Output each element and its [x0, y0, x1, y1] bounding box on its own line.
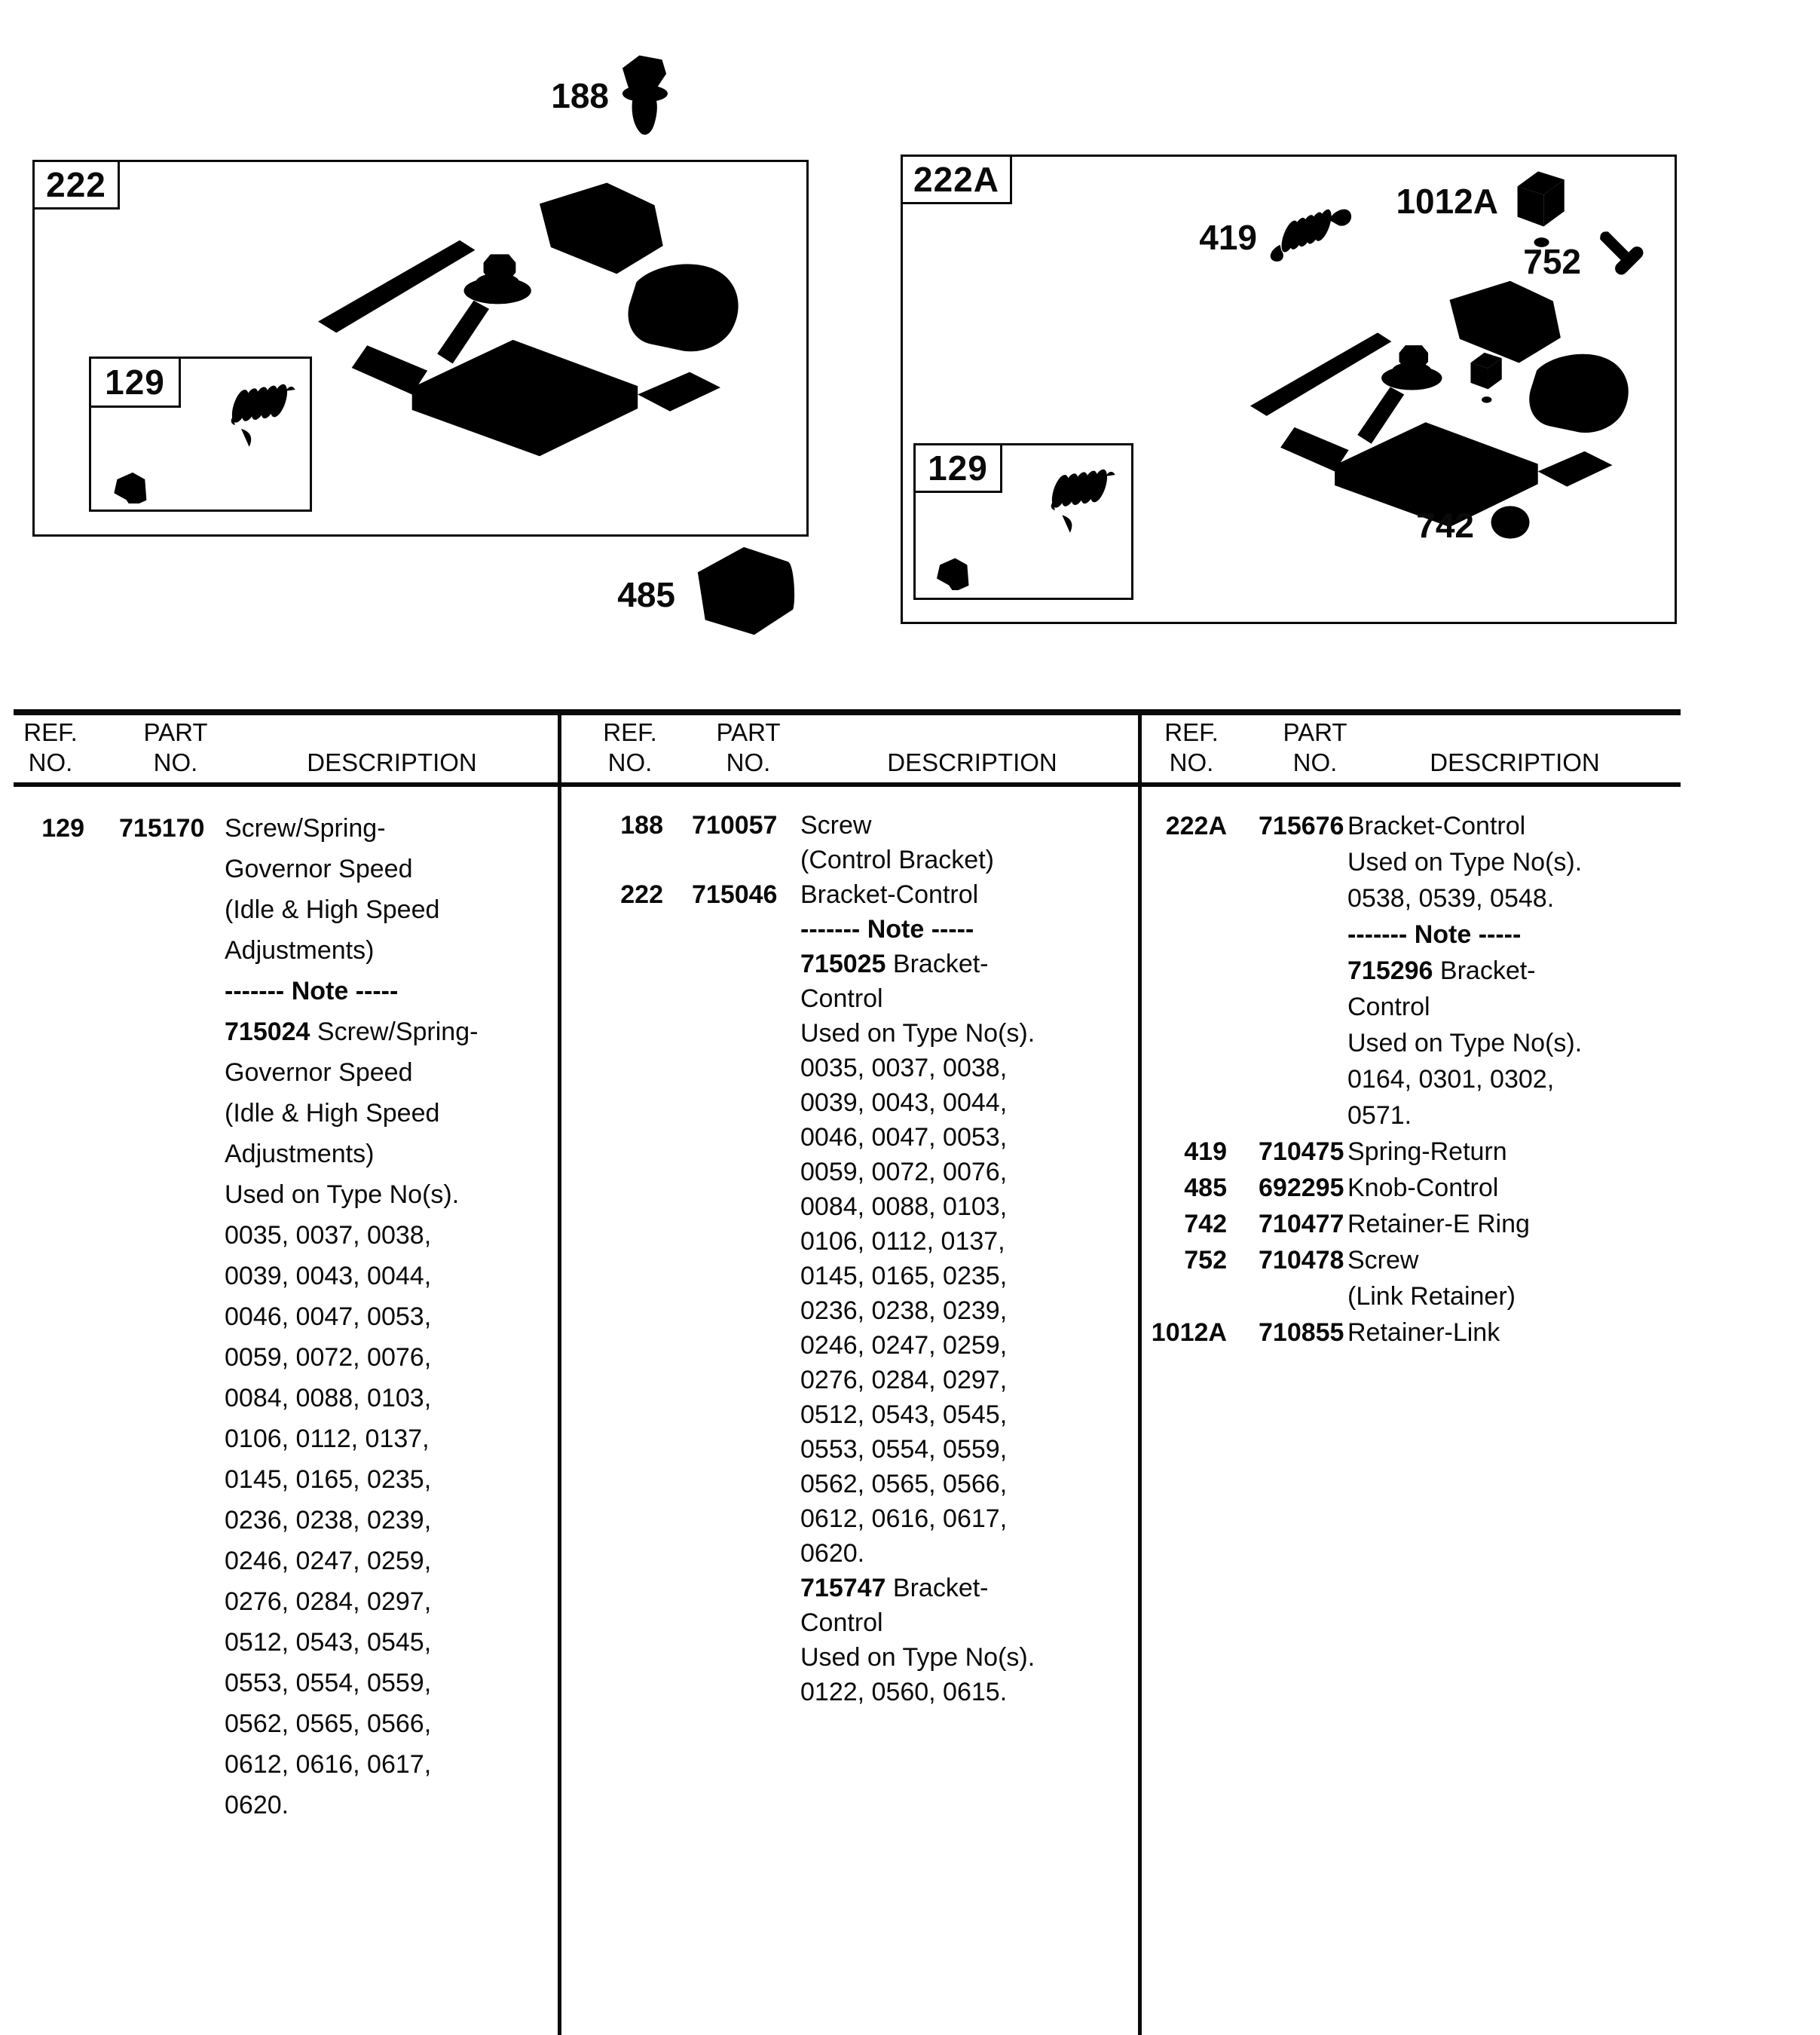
part-box-222-label: 222	[32, 160, 120, 210]
part-no: 692295	[1259, 1174, 1344, 1202]
description-text	[800, 1675, 1007, 1709]
description-text	[1347, 1170, 1498, 1206]
description-text	[800, 1640, 1035, 1675]
description-text	[1347, 880, 1554, 917]
table-line	[0, 1097, 1820, 1134]
description-bold-segment: ------- Note -----	[1347, 920, 1522, 949]
description-segment: Adjustments)	[225, 1140, 375, 1168]
description-segment: Used on Type No(s).	[225, 1180, 460, 1209]
description-segment: 0084, 0088, 0103,	[225, 1384, 432, 1412]
part-no: 710475	[1259, 1137, 1344, 1166]
description-segment: Knob-Control	[1347, 1174, 1499, 1202]
description-segment: 0538, 0539, 0548.	[1347, 884, 1555, 913]
part-no: 710478	[1259, 1246, 1344, 1275]
description-text	[800, 1536, 864, 1571]
description-segment: Spring-Return	[1347, 1137, 1507, 1166]
ref-no: 222A	[1165, 812, 1227, 840]
description-segment: Bracket-	[886, 950, 989, 978]
table-line	[0, 1605, 1820, 1640]
ref-header: NO.	[28, 748, 73, 776]
description-text	[800, 1363, 1007, 1397]
callout-752: 752	[1523, 242, 1581, 281]
description-text	[800, 1397, 1007, 1432]
description-segment: Bracket-Control	[800, 880, 979, 909]
governor-spring-icon-right	[1045, 461, 1121, 519]
table-line	[0, 1025, 1820, 1061]
table-line	[0, 1314, 1820, 1351]
description-segment: Governor Speed	[225, 1058, 413, 1087]
description-segment: 0039, 0043, 0044,	[225, 1262, 432, 1290]
description-text	[225, 1744, 431, 1785]
callout-419: 419	[1199, 218, 1257, 257]
description-segment: 0562, 0565, 0566,	[225, 1709, 432, 1738]
description-segment: Bracket-	[886, 1574, 989, 1602]
table-line	[0, 1397, 1820, 1432]
part-box-222	[32, 160, 809, 537]
part-no: 710855	[1259, 1318, 1344, 1347]
table-line	[0, 989, 1820, 1025]
table-line	[0, 1501, 1820, 1536]
table-line	[0, 1242, 1820, 1278]
description-text	[1347, 1242, 1418, 1278]
table-line	[0, 1134, 1820, 1170]
description-segment: Retainer-E Ring	[1347, 1210, 1530, 1238]
table-line	[0, 1363, 1820, 1397]
description-segment: 0553, 0554, 0559,	[800, 1435, 1008, 1464]
ref-no: 419	[1184, 1137, 1227, 1166]
table-header-rule	[14, 782, 1681, 787]
table-line	[0, 1571, 1820, 1605]
description-bold-segment: 715024	[225, 1017, 310, 1046]
ref-no: 1012A	[1151, 1318, 1227, 1347]
part-box-222a-label: 222A	[901, 155, 1012, 204]
description-segment: 0620.	[800, 1539, 865, 1568]
ref-no: 188	[620, 811, 663, 840]
description-segment: 0236, 0238, 0239,	[225, 1506, 432, 1535]
description-segment: 0046, 0047, 0053,	[225, 1302, 432, 1331]
description-segment: Screw	[1347, 1246, 1419, 1275]
description-segment: 0512, 0543, 0545,	[800, 1400, 1008, 1429]
description-segment: Control	[800, 984, 883, 1013]
part-header: NO.	[153, 748, 198, 776]
ref-header: REF.	[603, 718, 657, 746]
ref-no: 742	[1184, 1210, 1227, 1238]
description-segment: 0571.	[1347, 1101, 1412, 1130]
description-bold-segment: ------- Note -----	[225, 977, 399, 1005]
description-segment: Control	[800, 1608, 883, 1637]
control-bracket-diagram	[291, 177, 788, 479]
part-no: 715676	[1259, 812, 1344, 840]
callout-1012a: 1012A	[1396, 182, 1498, 221]
description-bold-segment: ------- Note -----	[800, 915, 974, 944]
description-text	[1347, 1097, 1412, 1134]
description-segment: Governor Speed	[225, 855, 413, 883]
part-no: 710477	[1259, 1210, 1344, 1238]
description-segment: (Idle & High Speed	[225, 895, 440, 924]
ref-no: 129	[41, 814, 84, 843]
description-segment: 0562, 0565, 0566,	[800, 1470, 1008, 1498]
description-segment: 0106, 0112, 0137,	[800, 1227, 1005, 1256]
callout-742: 742	[1416, 506, 1474, 545]
table-line	[0, 1785, 1820, 1825]
description-segment: 0145, 0165, 0235,	[225, 1465, 432, 1494]
description-text	[800, 1605, 883, 1640]
description-segment: 0035, 0037, 0038,	[225, 1221, 432, 1250]
inset-box-129	[89, 357, 312, 512]
description-segment: 0246, 0247, 0259,	[800, 1331, 1008, 1360]
description-segment: 0059, 0072, 0076,	[225, 1343, 432, 1372]
table-line	[0, 1278, 1820, 1314]
description-segment: 0164, 0301, 0302,	[1347, 1065, 1555, 1094]
description-segment: (Link Retainer)	[1347, 1282, 1516, 1311]
description-segment: 0236, 0238, 0239,	[800, 1296, 1008, 1325]
description-text	[1347, 1278, 1516, 1314]
description-segment: Screw/Spring-	[310, 1017, 479, 1046]
ref-no: 485	[1184, 1174, 1227, 1202]
description-segment: 0246, 0247, 0259,	[225, 1547, 432, 1575]
part-box-222a	[901, 155, 1677, 624]
description-segment: 0276, 0284, 0297,	[800, 1366, 1008, 1394]
description-segment: Used on Type No(s).	[1347, 848, 1583, 877]
description-segment: Control	[1347, 993, 1430, 1021]
description-segment: 0084, 0088, 0103,	[800, 1192, 1008, 1221]
part-no: 715170	[119, 814, 205, 843]
description-segment: Used on Type No(s).	[800, 1019, 1035, 1048]
ref-header: NO.	[1169, 748, 1214, 776]
description-text	[800, 1571, 989, 1605]
description-segment: Bracket-Control	[1347, 812, 1526, 840]
description-segment: 0035, 0037, 0038,	[800, 1054, 1008, 1082]
description-bold-segment: 715296	[1347, 956, 1433, 985]
description-segment: 0620.	[225, 1791, 289, 1819]
inset-box-129-label: 129	[89, 357, 181, 408]
ref-header: REF.	[23, 718, 78, 746]
description-bold-segment: 715025	[800, 950, 886, 978]
mounted-link-retainer-icon	[1464, 349, 1510, 413]
description-text	[1347, 808, 1525, 844]
description-segment: (Control Bracket)	[800, 846, 994, 874]
table-line	[0, 1206, 1820, 1242]
description-segment: Retainer-Link	[1347, 1318, 1500, 1347]
description-text	[225, 1785, 289, 1825]
table-line	[0, 1744, 1820, 1785]
description-header: DESCRIPTION	[887, 748, 1057, 776]
ref-no: 222	[620, 880, 663, 909]
description-segment: Bracket-	[1433, 956, 1536, 985]
part-header: NO.	[1292, 748, 1338, 776]
table-line	[0, 953, 1820, 989]
description-text	[1347, 917, 1521, 953]
description-text	[800, 1501, 1007, 1536]
table-line	[0, 880, 1820, 917]
table-line	[0, 1675, 1820, 1709]
table-line	[0, 1640, 1820, 1675]
table-line	[0, 1467, 1820, 1501]
description-segment: 0059, 0072, 0076,	[800, 1158, 1008, 1186]
description-segment: 0276, 0284, 0297,	[225, 1587, 432, 1616]
inset-box-129-right	[913, 443, 1133, 600]
part-header: PART	[143, 718, 208, 746]
table-line	[0, 844, 1820, 880]
part-header: PART	[1283, 718, 1347, 746]
description-text	[1347, 844, 1582, 880]
callout-485: 485	[617, 575, 675, 614]
part-no: 715046	[692, 880, 778, 909]
description-text	[800, 1432, 1007, 1467]
ref-no: 752	[1184, 1246, 1227, 1275]
description-segment: 0122, 0560, 0615.	[800, 1678, 1008, 1706]
description-text	[1347, 1314, 1500, 1351]
description-segment: Used on Type No(s).	[1347, 1029, 1583, 1057]
hex-screw-icon	[612, 50, 677, 142]
description-text	[225, 1703, 431, 1744]
table-line	[0, 1432, 1820, 1467]
description-text	[1347, 1134, 1507, 1170]
part-header: PART	[716, 718, 781, 746]
ref-header: NO.	[607, 748, 653, 776]
description-segment: 0612, 0616, 0617,	[225, 1750, 432, 1779]
table-top-rule	[14, 709, 1681, 715]
table-line	[0, 1703, 1820, 1744]
description-segment: 0612, 0616, 0617,	[800, 1504, 1008, 1533]
table-line	[0, 1536, 1820, 1571]
description-segment: Used on Type No(s).	[800, 1643, 1035, 1672]
description-text	[800, 1467, 1007, 1501]
table-line	[0, 808, 1820, 844]
table-line	[0, 917, 1820, 953]
e-ring-icon	[1482, 497, 1539, 547]
description-text	[1347, 1061, 1554, 1097]
description-header: DESCRIPTION	[307, 748, 477, 776]
description-text	[1347, 1025, 1582, 1061]
callout-188: 188	[551, 76, 609, 115]
description-segment: Adjustments)	[225, 936, 375, 965]
inset-box-129-right-label: 129	[913, 443, 1002, 493]
ref-header: REF.	[1164, 718, 1219, 746]
description-bold-segment: 715747	[800, 1574, 886, 1602]
part-header: NO.	[726, 748, 771, 776]
table-line	[0, 1170, 1820, 1206]
description-segment: 0046, 0047, 0053,	[800, 1123, 1008, 1152]
governor-spring-icon	[225, 375, 301, 434]
description-text	[1347, 1206, 1530, 1242]
description-text	[1347, 989, 1430, 1025]
description-segment: 0039, 0043, 0044,	[800, 1088, 1008, 1117]
description-segment: 0145, 0165, 0235,	[800, 1262, 1008, 1290]
table-line	[0, 1061, 1820, 1097]
description-segment: Screw	[800, 811, 872, 840]
description-header: DESCRIPTION	[1430, 748, 1600, 776]
description-text	[1347, 953, 1536, 989]
description-segment: Screw/Spring-	[225, 814, 386, 843]
control-knob-icon	[684, 537, 803, 648]
description-segment: 0106, 0112, 0137,	[225, 1424, 430, 1453]
description-segment: 0512, 0543, 0545,	[225, 1628, 432, 1657]
part-no: 710057	[692, 811, 778, 840]
description-segment: 0553, 0554, 0559,	[225, 1669, 432, 1697]
description-segment: (Idle & High Speed	[225, 1099, 440, 1128]
